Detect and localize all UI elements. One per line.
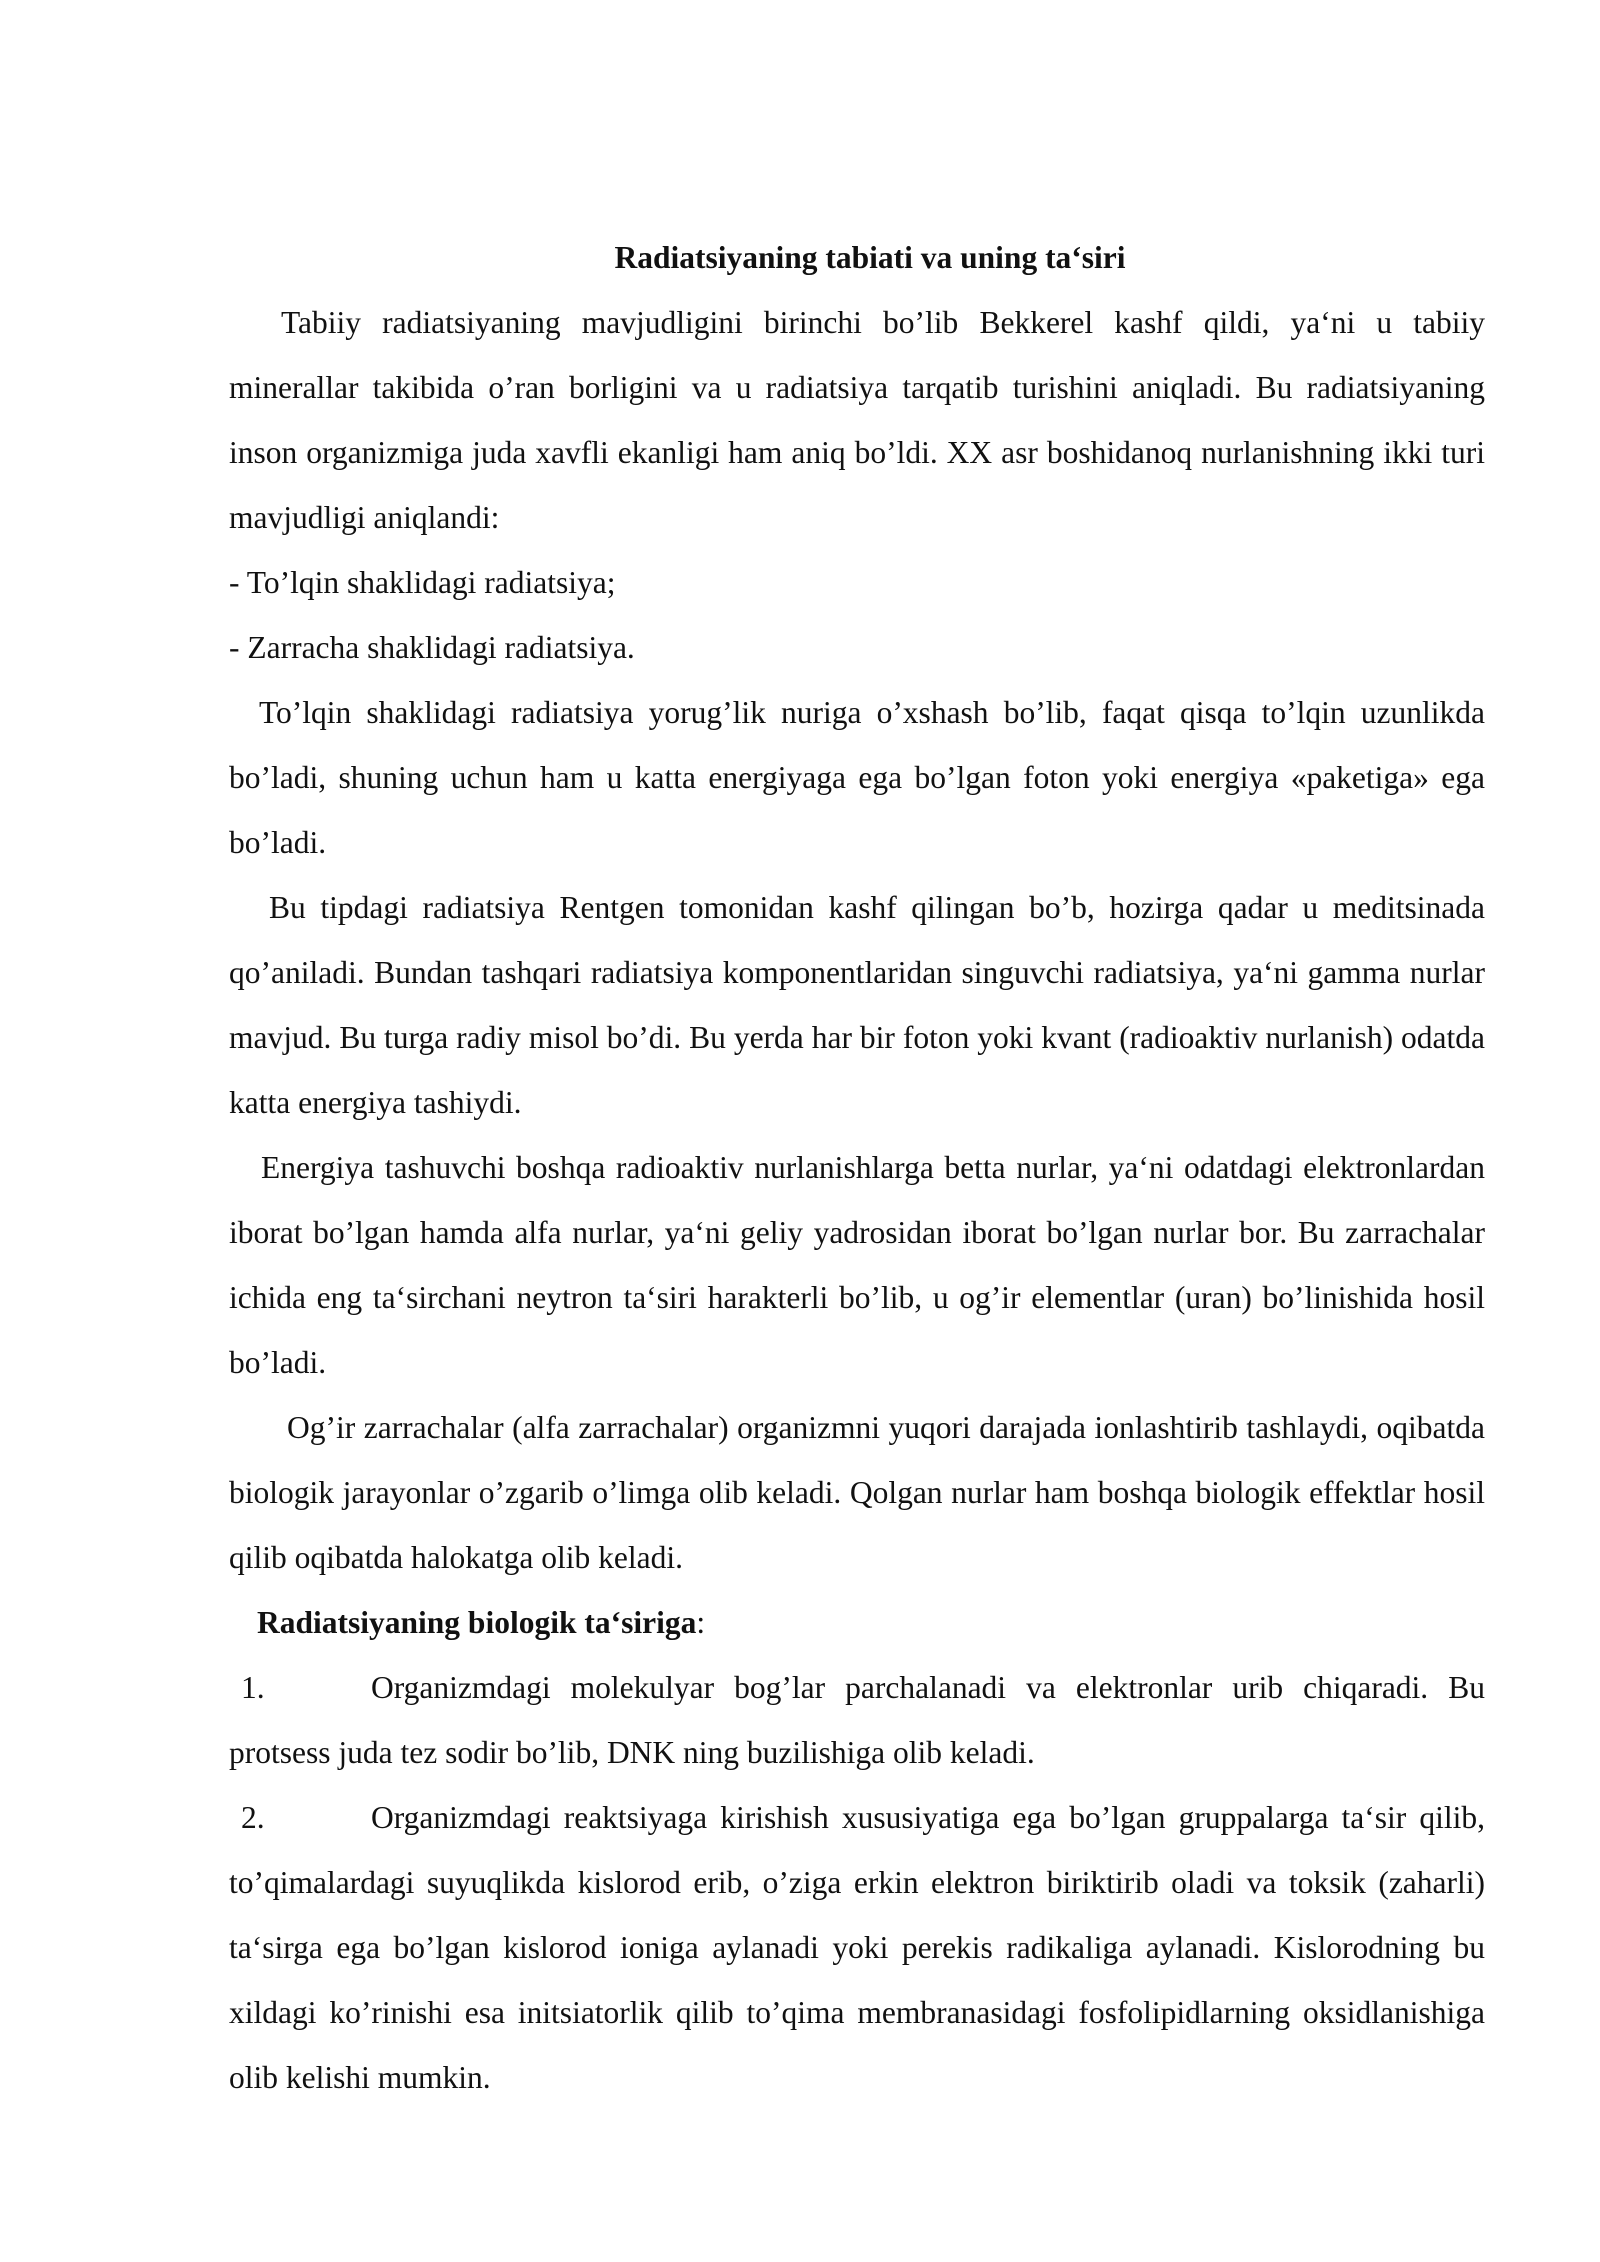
paragraph-energy-carriers: Energiya tashuvchi boshqa radioaktiv nurlanishlarga betta nurlar, ya‘ni odatdagi elektronlardan iborat bo’lgan hamda alfa nurlar, ya‘ni geliy yadrosidan iborat bo’lgan nurlar bor. Bu zarrachalar ichida eng ta‘sirchani neytron ta‘siri harakterli bo’lib, u og’ir elementlar (uran) bo’linishida hosil bo’ladi. <box>229 1150 1485 1380</box>
item-text: Organizmdagi reaktsiyaga kirishish xususiyatiga ega bo’lgan gruppalarga ta‘sir qilib, to’qimalardagi suyuqlikda kislorod erib, o’ziga erkin elektron biriktirib oladi va toksik (zaharli) ta‘sirga ega bo’lgan kislorod ioniga aylanadi yoki perekis radikaliga aylanadi. Kislorodning bu xildagi ko’rinishi esa initsiatorlik qilib to’qima membranasidagi fosfolipidlarning oksidlanishiga olib kelishi mumkin. <box>229 1800 1485 2095</box>
item-number: 2. <box>241 1800 265 1835</box>
section-heading-biological-effect <box>229 1590 1485 1655</box>
list-item-particle: - Zarracha shaklidagi radiatsiya. <box>229 630 635 665</box>
numbered-item-2 <box>229 1785 1485 2110</box>
section-heading-text: Radiatsiyaning biologik ta‘siriga <box>257 1605 697 1640</box>
section-heading-colon: : <box>696 1605 706 1640</box>
document-title: Radiatsiyaning tabiati va uning ta‘siri <box>614 240 1126 275</box>
paragraph-wave-radiation: To’lqin shaklidagi radiatsiya yorug’lik nuriga o’xshash bo’lib, faqat qisqa to’lqin uzunlikda bo’ladi, shuning uchun ham u katta energiyaga ega bo’lgan foton yoki energiya «paketiga» ega bo’ladi. <box>229 695 1485 860</box>
list-item-wave: - To’lqin shaklidagi radiatsiya; <box>229 565 616 600</box>
document-page <box>229 225 1485 2110</box>
paragraph-heavy-particles: Og’ir zarrachalar (alfa zarrachalar) organizmni yuqori darajada ionlashtirib tashlaydi, oqibatda biologik jarayonlar o’zgarib o’limga olib keladi. Qolgan nurlar ham boshqa biologik effektlar hosil qilib oqibatda halokatga olib keladi. <box>229 1410 1485 1575</box>
numbered-item-1 <box>229 1655 1485 1785</box>
item-number: 1. <box>241 1670 265 1705</box>
paragraph-rentgen: Bu tipdagi radiatsiya Rentgen tomonidan kashf qilingan bo’b, hozirga qadar u meditsinada qo’aniladi. Bundan tashqari radiatsiya komponentlaridan singuvchi radiatsiya, ya‘ni gamma nurlar mavjud. Bu turga radiy misol bo’di. Bu yerda har bir foton yoki kvant (radioaktiv nurlanish) odatda katta energiya tashiydi. <box>229 890 1485 1120</box>
item-text: Organizmdagi molekulyar bog’lar parchalanadi va elektronlar urib chiqaradi. Bu protsess juda tez sodir bo’lib, DNK ning buzilishiga olib keladi. <box>229 1670 1485 1770</box>
paragraph-intro: Tabiiy radiatsiyaning mavjudligini birinchi bo’lib Bekkerel kashf qildi, ya‘ni u tabiiy minerallar takibida o’ran borligini va u radiatsiya tarqatib turishini aniqladi. Bu radiatsiyaning inson organizmiga juda xavfli ekanligi ham aniq bo’ldi. XX asr boshidanoq nurlanishning ikki turi mavjudligi aniqlandi: <box>229 305 1485 535</box>
